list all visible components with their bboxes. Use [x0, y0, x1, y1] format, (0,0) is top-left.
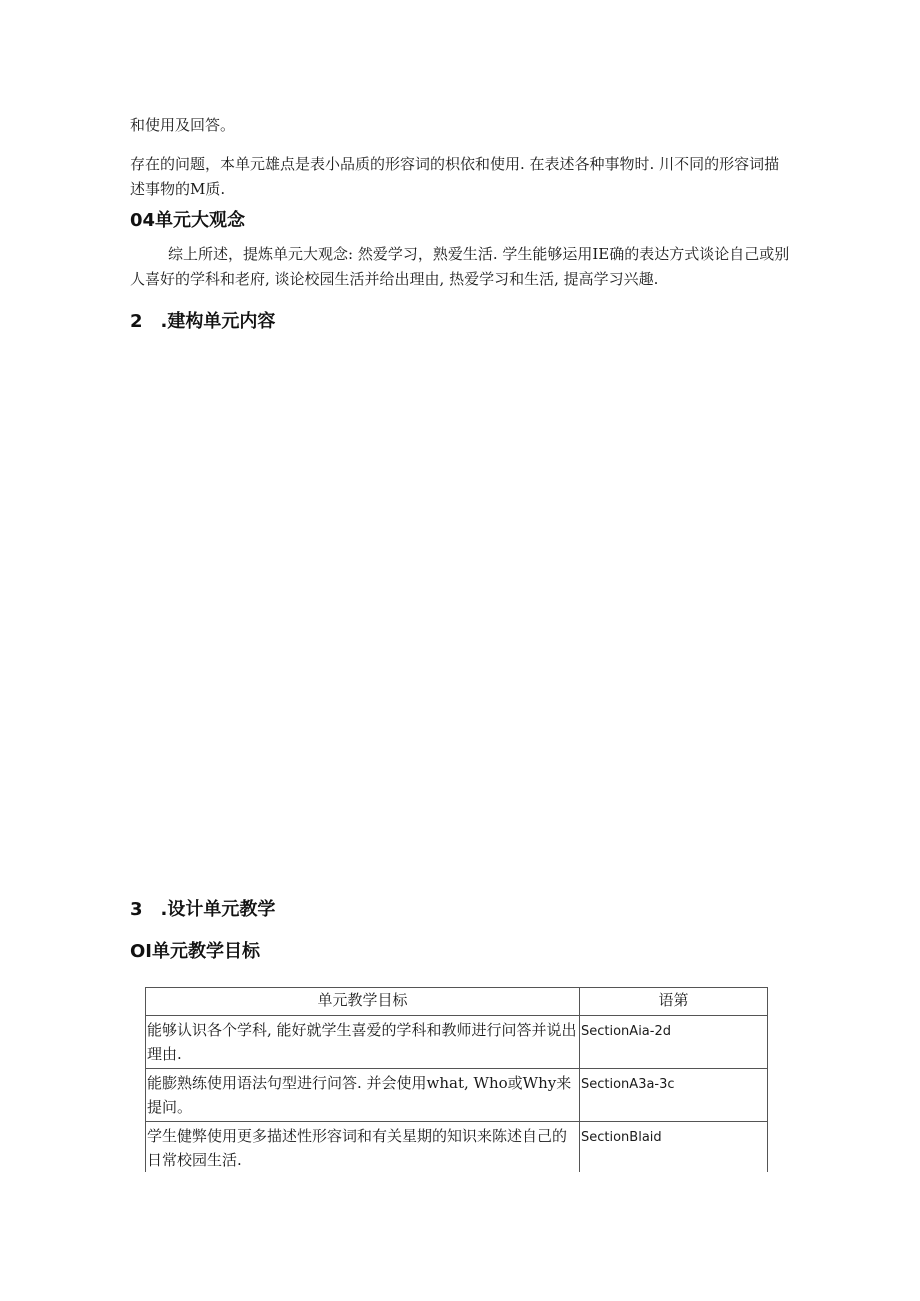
goal-cell: 能膨熟练使用语法句型进行问答. 并会使用what, Who或Why来提问。	[146, 1069, 580, 1122]
section-cell: SectionA3a-3c	[580, 1069, 768, 1122]
goal-cell: 能够认识各个学科, 能好就学生喜爱的学科和教师进行问答并说出理由.	[146, 1016, 580, 1069]
table-row	[146, 1122, 768, 1173]
heading-unit-big-idea: 04单元大观念	[130, 210, 246, 231]
table-row	[146, 1016, 768, 1069]
goal-cell: 学生健弊使用更多描述性形容词和有关星期的知识来陈述自己的日常校园生活.	[146, 1122, 580, 1173]
paragraph-big-idea: 综上所述，提炼单元大观念: 然爱学习，熟爱生活. 学生能够运用IE确的表达方式谈论自己或别人喜好的学科和老府, 谈论校园生活并给出理由, 热爱学习和生活, 提高学习兴趣.	[130, 245, 790, 288]
table-header-row	[146, 988, 768, 1016]
header-goal: 单元教学目标	[146, 988, 580, 1016]
goals-table	[145, 987, 768, 1172]
header-section: 语第	[580, 988, 768, 1016]
section-cell: SectionBlaid	[580, 1122, 768, 1173]
heading-design-unit-teaching: 3 .设计单元教学	[130, 899, 276, 920]
paragraph-problems: 存在的问题，本单元雄点是表小品质的形容词的枳依和使用. 在表述各种事物时. 川不同的形容词描述事物的M质.	[130, 155, 780, 198]
section-cell: SectionAia-2d	[580, 1016, 768, 1069]
heading-build-unit-content: 2 .建构单元内容	[130, 311, 276, 332]
table-row	[146, 1069, 768, 1122]
heading-unit-teaching-goals: OI单元教学目标	[130, 941, 260, 962]
paragraph-continuation: 和使用及回答。	[130, 116, 236, 134]
